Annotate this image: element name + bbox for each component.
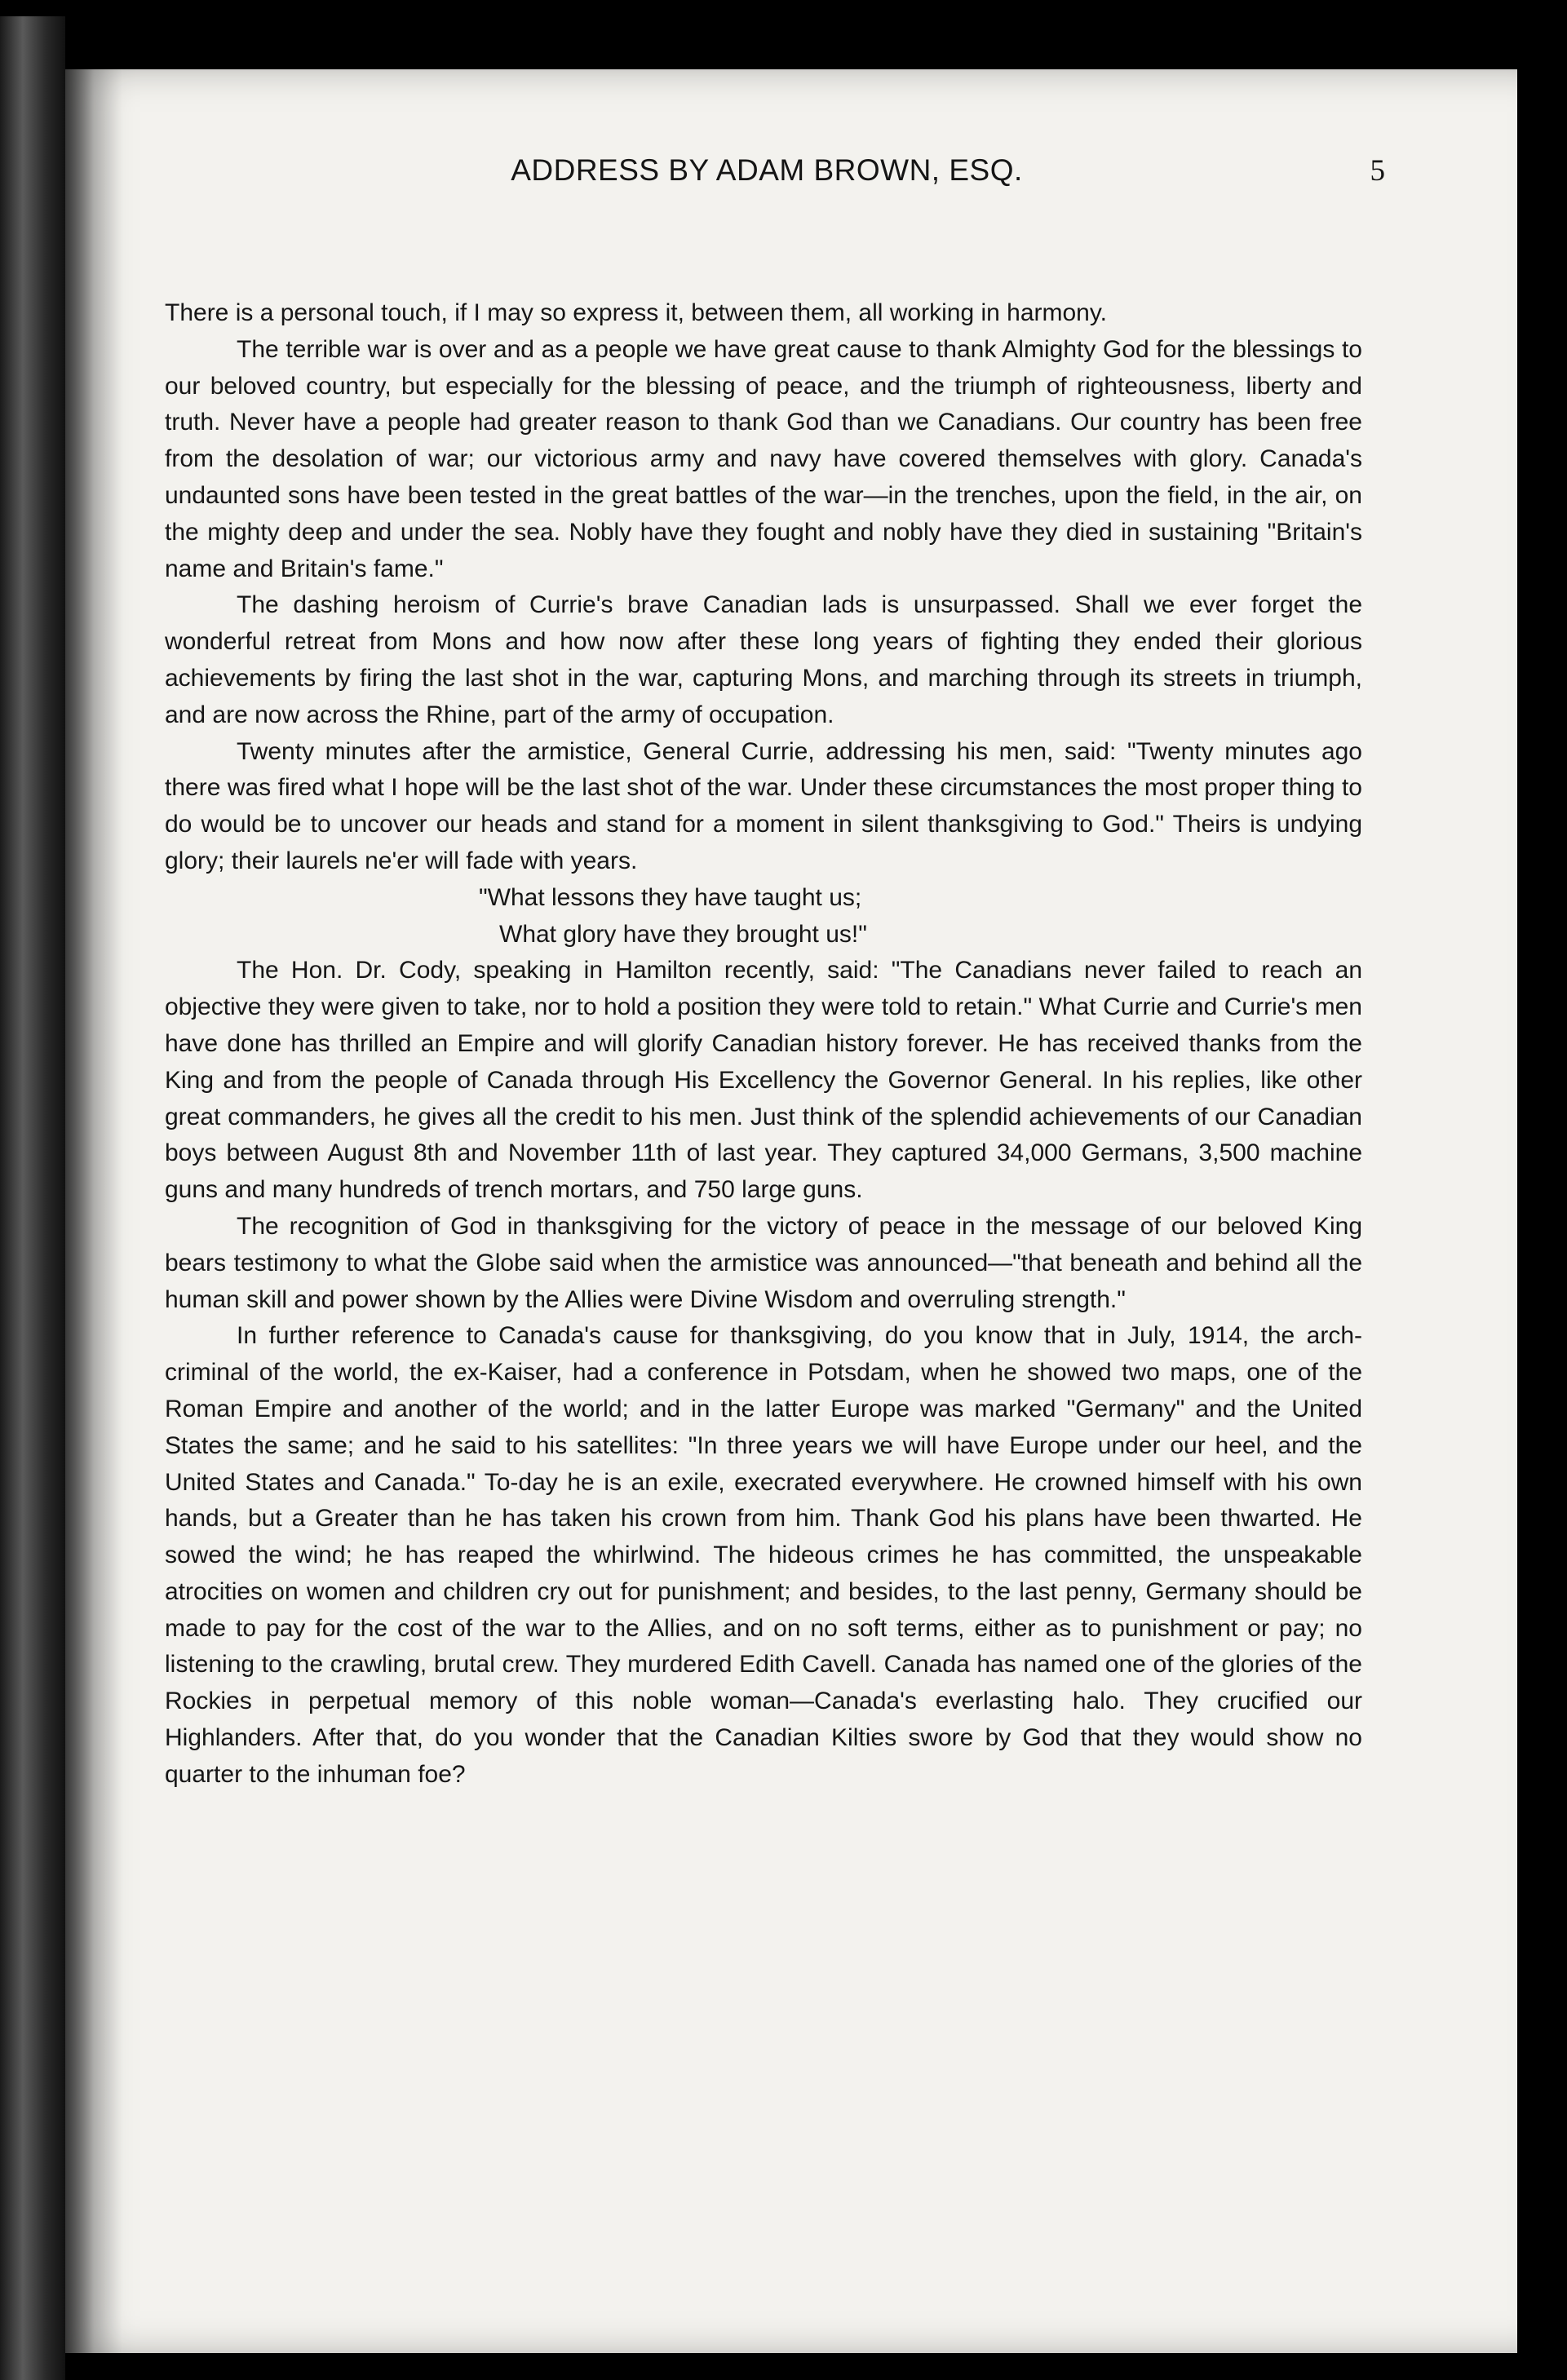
paragraph-4: Twenty minutes after the armistice, General Currie, addressing his men, said: "Twenty minutes ago there was fired what I hope will be the last shot of the war. Under these circumstances the most proper thing to do would be to uncover our heads and stand for a moment in silent thanksgiving to God." Theirs is undying glory; their laurels ne'er will fade with years. [165,737,1362,874]
paragraph-1: There is a personal touch, if I may so express it, between them, all working in harmony. [165,299,1107,326]
verse-quote [165,880,1362,953]
verse-line-2: What glory have they brought us!" [499,920,867,948]
body-text [165,295,1362,1794]
paragraph-7: In further reference to Canada's cause for thanksgiving, do you know that in July, 1914, the arch-criminal of the world, the ex-Kaiser, had a conference in Potsdam, when he showed two maps, one of the Roman Empire and another of the world; and in the latter Europe was marked "Germany" and the United States the same; and he said to his satellites: "In three years we will have Europe under our heel, and the United States and Canada." To-day he is an exile, execrated everywhere. He crowned himself with his own hands, but a Greater than he has taken his crown from him. Thank God his plans have been thwarted. He sowed the wind; he has reaped the whirlwind. The hideous crimes he has committed, the unspeakable atrocities on women and children cry out for punishment; and besides, to the last penny, Germany should be made to pay for the cost of the war to the Allies, and on no soft terms, either as to punishment or pay; no listening to the crawling, brutal crew. They murdered Edith Cavell. Canada has named one of the glories of the Rockies in perpetual memory of this noble woman—Canada's everlasting halo. They crucified our Highlanders. After that, do you wonder that the Canadian Kilties swore by God that they would show no quarter to the inhuman foe? [165,1322,1362,1788]
verse-line-1: "What lessons they have taught us; [479,883,862,911]
running-title: ADDRESS BY ADAM BROWN, ESQ. [511,153,1023,187]
paragraph-6: The recognition of God in thanksgiving for the victory of peace in the message of our beloved King bears testimony to what the Globe said when the armistice was announced—"that beneath and behind all the human skill and power shown by the Allies were Divine Wisdom and overruling strength." [165,1212,1362,1313]
running-head [163,153,1385,202]
paragraph-2: The terrible war is over and as a people we have great cause to thank Almighty God for the blessings to our beloved country, but especially for the blessing of peace, and the triumph of righteousness, liberty and truth. Never have a people had greater reason to thank God than we Canadians. Our country has been free from the desolation of war; our victorious army and navy have covered themselves with glory. Canada's undaunted sons have been tested in the great battles of the war—in the trenches, upon the field, in the air, on the mighty deep and under the sea. Nobly have they fought and nobly have they died in sustaining "Britain's name and Britain's fame." [165,335,1362,582]
paragraph-5: The Hon. Dr. Cody, speaking in Hamilton recently, said: "The Canadians never failed to reach an objective they were given to take, nor to hold a position they were told to retain." What Currie and Currie's men have done has thrilled an Empire and will glorify Canadian history forever. He has received thanks from the King and from the people of Canada through His Excellency the Governor General. In his replies, like other great commanders, he gives all the credit to his men. Just think of the splendid achievements of our Canadian boys between August 8th and November 11th of last year. They captured 34,000 Germans, 3,500 machine guns and many hundreds of trench mortars, and 750 large guns. [165,957,1362,1204]
gutter-shadow [65,69,122,2353]
paragraph-3: The dashing heroism of Currie's brave Canadian lads is unsurpassed. Shall we ever forget the wonderful retreat from Mons and how now after these long years of fighting they ended their glorious achievements by firing the last shot in the war, capturing Mons, and marching through its streets in triumph, and are now across the Rhine, part of the army of occupation. [165,591,1362,728]
page-number: 5 [1370,154,1385,188]
book-binding-edge [0,16,65,2380]
